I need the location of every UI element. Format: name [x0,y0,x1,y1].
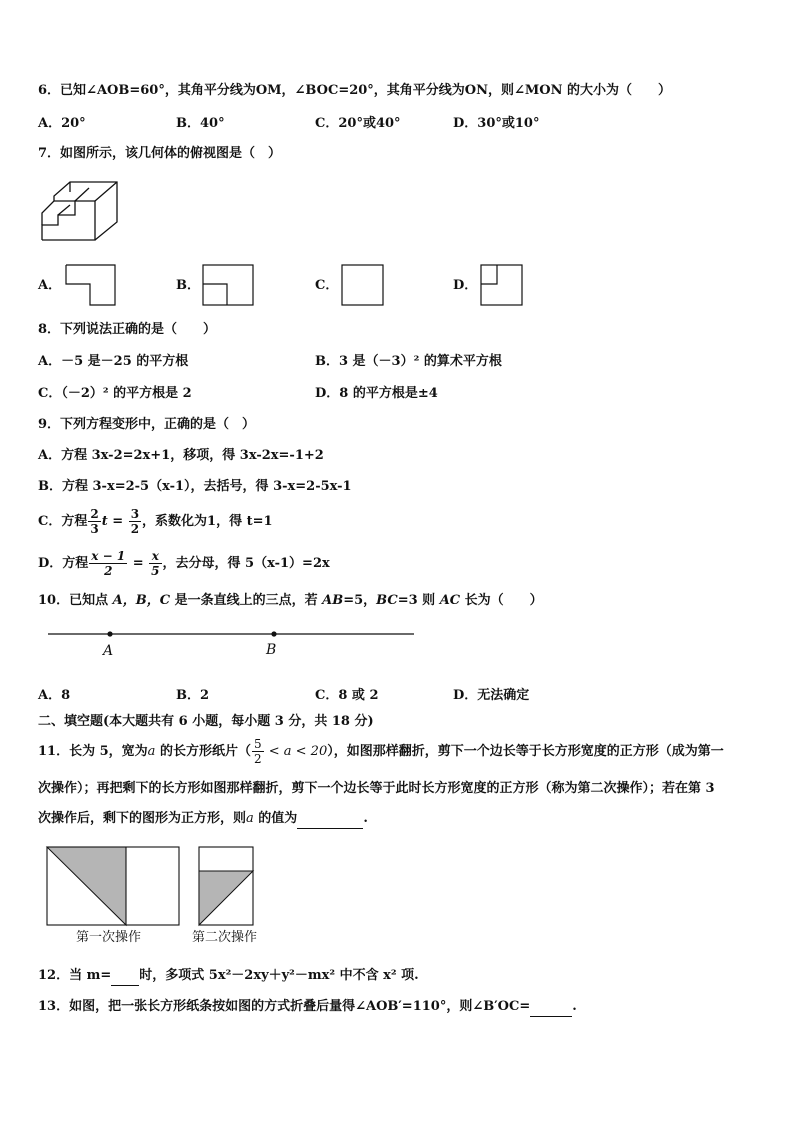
q12-line [38,967,419,986]
q8-stem: 8．下列说法正确的是（ ） [38,322,217,337]
q9-c-f2-num: 3 [130,507,140,521]
q11-answer-blank[interactable] [297,810,363,829]
q13-answer-blank[interactable] [530,998,572,1017]
q10-stem-ac: AC [439,593,461,608]
section-heading: 二、填空题(本大题共有 6 小题，每小题 3 分，共 18 分) [38,714,374,729]
q13-line [38,998,577,1017]
q6-option-c: C．20°或40° [315,116,401,131]
q9-d-fraction-1 [89,549,127,578]
q10-label-b: B [266,642,277,658]
q9-d-f2-num: x [149,549,161,564]
q11-inequality: < a < 20 [264,744,328,759]
q9-c-equals: = [107,514,128,529]
q9-d-fraction-2 [149,549,161,578]
q9-stem: 9．下列方程变形中，正确的是（ ） [38,417,256,432]
q13-prefix: 13．如图，把一张长方形纸条按如图的方式折叠后量得∠AOB′=110°，则∠B′OC= [38,999,531,1014]
q9-d-suffix: ，去分母，得 5（x-1）=2x [162,556,330,571]
q10-option-c: C．8 或 2 [315,688,379,703]
q7-option-d: D． [453,278,478,293]
q9-c-prefix: C．方程 [38,514,88,529]
q9-c-fraction-2 [129,507,141,536]
q9-c-f1-num: 2 [90,507,99,521]
q7-option-b: B． [176,278,200,293]
q7-option-d-figure [480,264,524,306]
q9-c-suffix: ，系数化为1，得 t=1 [142,514,273,529]
q9-option-d [38,547,330,581]
q10-stem-ab-value: =5， [343,593,377,608]
q10-stem-prefix: 10．已知点 [38,593,113,608]
q11-figure-first-operation [44,844,182,928]
q10-stem-bc: BC [376,593,398,608]
q11-line1-suffix: ），如图那样翻折，剪下一个边长等于长方形宽度的正方形（成为第一 [327,744,724,759]
q11-line-1 [38,734,724,770]
q9-c-f2-den: 2 [130,522,140,536]
q9-option-b: B．方程 3-x=2-5（x-1），去括号，得 3-x=2-5x-1 [38,479,352,494]
q10-stem-bc-value: =3 则 [397,593,440,608]
q11-line3-middle: 的值为 [253,811,298,826]
q9-c-f1-den: 3 [90,522,99,536]
q11-caption-first: 第一次操作 [76,930,142,945]
q6-option-b: B．40° [176,116,225,131]
q10-option-a: A．8 [38,688,71,703]
q9-d-f1-num: x − 1 [91,549,126,563]
q11-line1-middle: 的长方形纸片（ [155,744,251,759]
q11-line-2: 次操作）；再把剩下的长方形如图那样翻折，剪下一个边长等于此时长方形宽度的正方形（称为第二次操作）；若在第 3 [38,781,715,796]
q10-stem-ab: AB [322,593,344,608]
q11-figure-second-operation [196,844,256,928]
q10-label-a: A [103,643,114,659]
q11-line1-prefix: 11．长为 5，宽为 [38,744,148,759]
q11-line3-prefix: 次操作后，剩下的图形为正方形，则 [38,811,247,826]
q13-suffix: . [572,999,577,1014]
q9-d-f1-den: 2 [104,564,113,578]
q8-option-b: B．3 是（－3）² 的算术平方根 [315,354,502,369]
q11-f-den: 2 [253,752,262,766]
q7-stem: 7．如图所示，该几何体的俯视图是（ ） [38,146,282,161]
q9-d-f2-den: 5 [151,564,160,578]
q7-option-c: C． [315,278,339,293]
q12-answer-blank[interactable] [111,967,139,986]
q10-number-line [44,626,416,662]
q9-option-a: A．方程 3x-2=2x+1，移项，得 3x-2x=-1+2 [38,448,324,463]
q10-stem [38,592,543,610]
q7-option-a: A． [38,278,62,293]
q7-option-b-figure [202,264,254,306]
q10-stem-end: 长为（ ） [460,593,543,608]
q11-fraction [252,737,264,766]
q7-solid-figure [40,178,120,244]
q10-option-b: B．2 [176,688,210,703]
q11-f-num: 5 [253,737,262,751]
q9-d-equals: = [128,556,149,571]
q9-option-c [38,505,273,539]
q11-line3-end: . [363,811,368,826]
q9-c-fraction-1 [88,507,100,536]
point-b-dot [271,631,276,636]
q10-stem-middle: 是一条直线上的三点，若 [170,593,323,608]
q6-stem: 6．已知∠AOB=60°，其角平分线为OM，∠BOC=20°，其角平分线为ON，则∠MON 的大小为（ ） [38,83,672,98]
q11-caption-second: 第二次操作 [192,930,258,945]
q8-option-c: C．（－2）² 的平方根是 2 [38,386,192,401]
q11-var-a-2: a [246,811,254,826]
q9-c-variable: t [101,514,108,529]
q9-d-prefix: D．方程 [38,556,89,571]
q11-line-3 [38,810,368,829]
q11-var-a: a [147,744,156,759]
q10-option-d: D．无法确定 [453,688,530,703]
q7-option-c-figure [341,264,385,306]
q7-option-a-figure [65,264,117,306]
q12-prefix: 12．当 m= [38,968,112,983]
point-a-dot [107,631,112,636]
q8-option-d: D．8 的平方根是±4 [315,386,438,401]
q12-suffix: 时，多项式 5x²－2xy＋y²－mx² 中不含 x² 项. [139,968,419,983]
q8-option-a: A．－5 是－25 的平方根 [38,354,189,369]
q10-stem-points: A，B，C [112,593,171,608]
q6-option-a: A．20° [38,116,86,131]
q6-option-d: D．30°或10° [453,116,540,131]
